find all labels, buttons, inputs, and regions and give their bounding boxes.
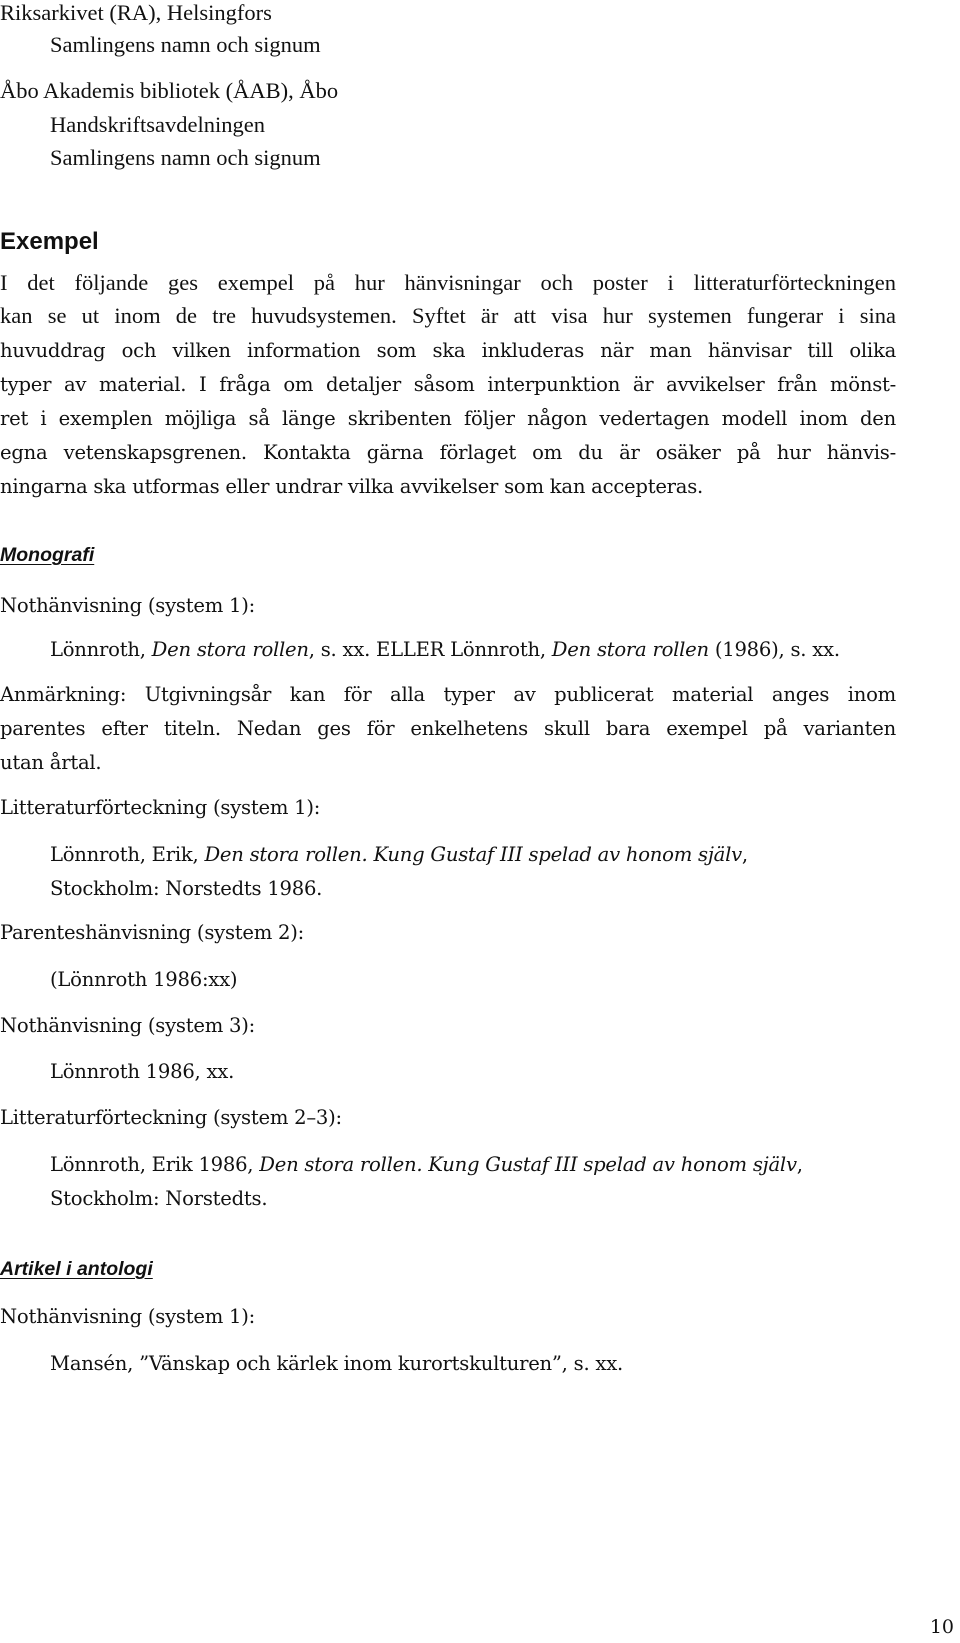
archive-ra-name: Riksarkivet (RA), Helsingfors [0, 0, 272, 25]
page-number: 10 [929, 1616, 954, 1638]
archive-aab-collection: Samlingens namn och signum [50, 145, 321, 170]
remark-line: utan årtal. [0, 751, 102, 774]
section-heading-exempel: Exempel [0, 228, 99, 255]
example-note-antologi-system-1: Mansén, ”Vänskap och kärlek inom kurortskulturen”, s. xx. [50, 1352, 623, 1375]
paragraph-line: kan se ut inom de tre huvudsystemen. Syftet är att visa hur systemen fungerar i sina [0, 303, 896, 328]
paragraph-line: I det följande ges exempel på hur hänvisningar och poster i litteraturförteckningen [0, 270, 896, 295]
label-nothanvisning-system-1: Nothänvisning (system 1): [0, 594, 255, 617]
paragraph-line: ningarna ska utformas eller undrar vilka avvikelser som kan accepteras. [0, 475, 703, 498]
paragraph-line: egna vetenskapsgrenen. Kontakta gärna förlaget om du är osäker på hur hänvis- [0, 441, 896, 464]
example-bib-system-1: Lönnroth, Erik, Den stora rollen. Kung Gustaf III spelad av honom själv, [50, 843, 748, 866]
remark-line: Anmärkning: Utgivningsår kan för alla typer av publicerat material anges inom [0, 683, 896, 706]
example-note-system-1: Lönnroth, Den stora rollen, s. xx. ELLER Lönnroth, Den stora rollen (1986), s. xx. [50, 638, 840, 661]
example-note-system-3: Lönnroth 1986, xx. [50, 1060, 235, 1083]
remark-line: parentes efter titeln. Nedan ges för enkelhetens skull bara exempel på varianten [0, 717, 896, 740]
label-parenteshanvisning-system-2: Parenteshänvisning (system 2): [0, 921, 304, 944]
paragraph-line: typer av material. I fråga om detaljer såsom interpunktion är avvikelser från mönst- [0, 373, 896, 396]
archive-ra-collection: Samlingens namn och signum [50, 32, 321, 57]
section-heading-monografi: Monografi [0, 544, 95, 566]
label-litteraturforteckning-system-2-3: Litteraturförteckning (system 2–3): [0, 1106, 342, 1129]
example-paren-system-2: (Lönnroth 1986:xx) [50, 968, 238, 991]
label-litteraturforteckning-system-1: Litteraturförteckning (system 1): [0, 796, 321, 819]
paragraph-line: huvuddrag och vilken information som ska inkluderas när man hänvisar till olika [0, 339, 896, 362]
archive-aab-name: Åbo Akademis bibliotek (ÅAB), Åbo [0, 78, 339, 103]
example-bib-system-2-3: Lönnroth, Erik 1986, Den stora rollen. Kung Gustaf III spelad av honom själv, [50, 1153, 803, 1176]
archive-aab-department: Handskriftsavdelningen [50, 112, 265, 137]
section-heading-artikel-i-antologi: Artikel i antologi [0, 1258, 153, 1280]
paragraph-line: ret i exemplen möjliga så länge skribenten följer någon vedertagen modell inom den [0, 407, 896, 430]
label-nothanvisning-antologi-system-1: Nothänvisning (system 1): [0, 1305, 255, 1328]
example-bib-system-1-line2: Stockholm: Norstedts 1986. [50, 877, 323, 900]
example-bib-system-2-3-line2: Stockholm: Norstedts. [50, 1187, 268, 1210]
label-nothanvisning-system-3: Nothänvisning (system 3): [0, 1014, 255, 1037]
